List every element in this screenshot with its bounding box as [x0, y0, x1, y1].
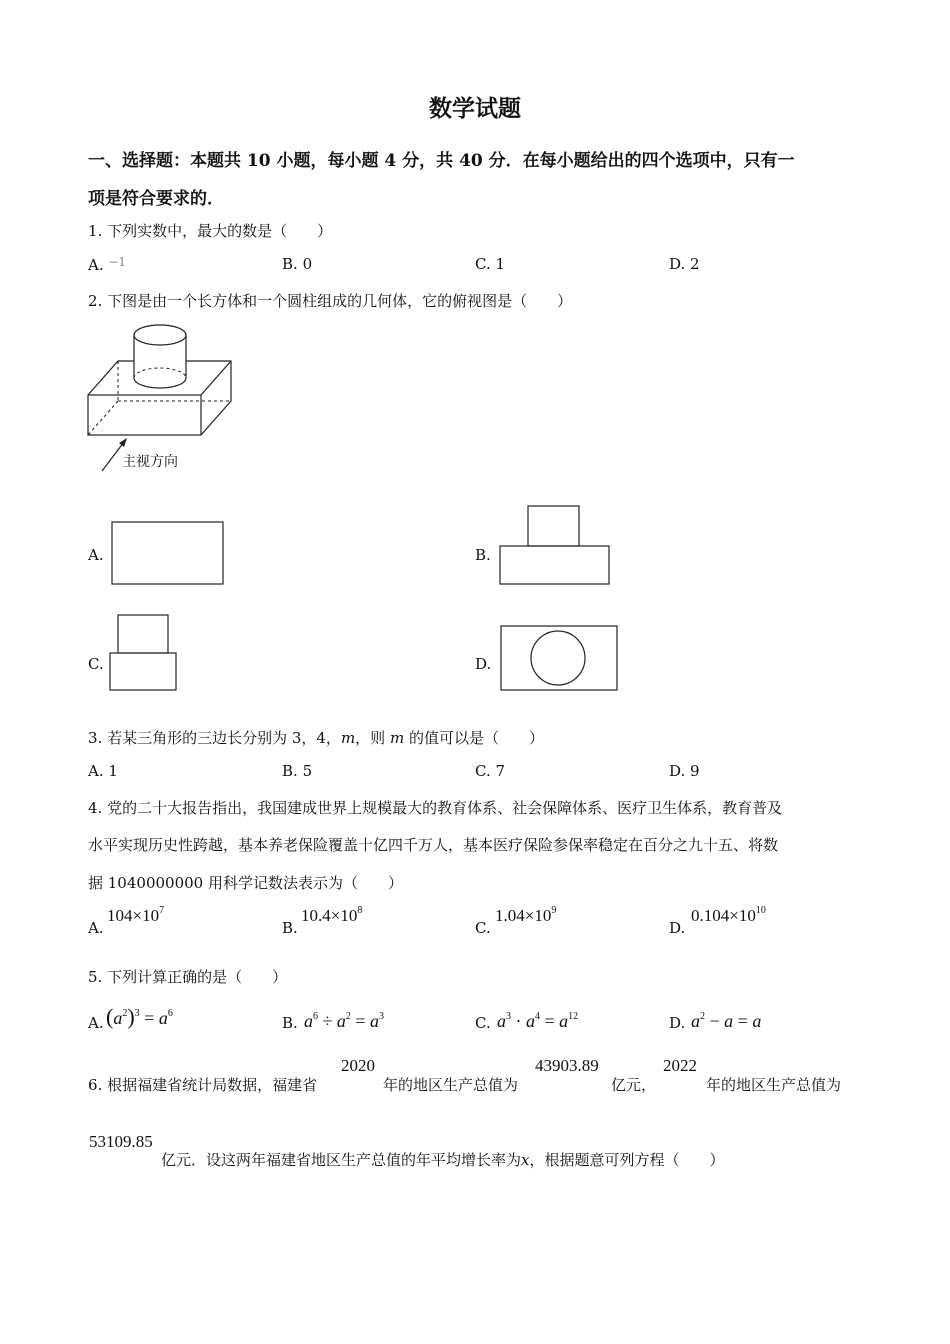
q4-option-c[interactable]: $1.04\times 10^9$	[495, 905, 557, 925]
q2-option-a-label: A.	[88, 546, 104, 564]
q3-option-b[interactable]: B. 5	[282, 762, 313, 780]
upper-rectangle-shape	[528, 506, 579, 546]
q1-option-b[interactable]	[282, 255, 312, 273]
upper-rectangle-shape	[118, 615, 168, 653]
arrow-head-icon	[119, 438, 127, 447]
section-header-line2: 项是符合要求的．	[88, 189, 224, 209]
q5-option-c[interactable]: $a^3 \cdot a^4 = a^{12}$	[497, 1011, 579, 1031]
cylinder-bottom-back	[134, 368, 186, 378]
q3-option-c[interactable]: C. 7	[475, 762, 506, 780]
question-4-line1: 4. 党的二十大报告指出，我国建成世界上规模最大的教育体系、社会保障体系、医疗卫生体系，教育普及	[88, 799, 783, 817]
q5-option-a[interactable]: $(a^2)^3 = a^6$	[106, 1004, 173, 1029]
option-letter: C.	[475, 255, 496, 273]
q4-option-a-letter: A.	[88, 919, 104, 937]
option-value: 2	[690, 255, 700, 273]
option-value: 1	[495, 255, 506, 273]
box-right-edges	[186, 361, 231, 435]
q2-option-c-label: C.	[88, 655, 104, 673]
option-letter: D.	[669, 255, 691, 273]
box-hidden-diagonal	[88, 401, 118, 435]
q5-option-c-letter: C.	[475, 1014, 491, 1032]
q6-value-2020: 43903.89	[535, 1056, 599, 1075]
q2-option-d-figure[interactable]	[499, 624, 619, 692]
lower-rectangle-shape	[500, 546, 609, 584]
question-6-pre: 6. 根据福建省统计局数据，福建省	[88, 1076, 318, 1094]
q4-option-b[interactable]: $10.4\times 10^8$	[301, 905, 363, 925]
q4-option-d[interactable]: $0.104\times 10^{10}$	[691, 905, 766, 925]
q6-mid2: 亿元，	[611, 1076, 657, 1094]
q2-option-b-figure[interactable]	[498, 505, 612, 587]
view-direction-label: 主视方向	[122, 454, 178, 470]
cylinder-bottom-front	[134, 378, 186, 388]
box-top-right-edge	[201, 361, 231, 395]
circle-shape	[531, 631, 585, 685]
q6-year-2020: 2020	[341, 1056, 375, 1075]
q5-option-d-letter: D.	[669, 1014, 686, 1032]
q4-option-d-letter: D.	[669, 919, 686, 937]
q5-option-a-letter: A.	[88, 1014, 104, 1032]
section-header-line1: 一、选择题：本题共 10 小题，每小题 4 分，共 40 分．在每小题给出的四个选项中，只有一	[88, 151, 795, 171]
view-direction-arrow	[102, 442, 124, 471]
q6-value-2022: 53109.85	[89, 1132, 153, 1151]
q5-option-b-letter: B.	[282, 1014, 298, 1032]
q6-mid1: 年的地区生产总值为	[383, 1076, 519, 1094]
option-letter: B.	[282, 255, 303, 273]
question-4-line2: 水平实现历史性跨越，基本养老保险覆盖十亿四千万人，基本医疗保险参保率稳定在百分之九十五、将数	[88, 836, 779, 854]
question-4-line3: 据 1040000000 用科学记数法表示为（ ）	[88, 874, 403, 892]
box-top-left-edge	[88, 361, 134, 395]
q5-option-d[interactable]: $a^2 - a = a$	[691, 1011, 762, 1031]
option-letter: A.	[88, 256, 109, 274]
q2-option-b-label: B.	[475, 546, 491, 564]
option-value: −1	[108, 255, 127, 269]
question-1-stem: 1. 下列实数中，最大的数是（ ）	[88, 222, 333, 240]
rectangle-shape	[501, 626, 617, 690]
q2-option-a-figure[interactable]	[110, 520, 226, 586]
q1-option-a[interactable]	[88, 255, 126, 274]
cylinder-top-ellipse	[134, 325, 186, 345]
page-title: 数学试题	[429, 95, 521, 122]
q2-option-d-label: D.	[475, 655, 492, 673]
option-value: 0	[302, 255, 313, 273]
q4-option-a[interactable]: $104\times 10^7$	[107, 905, 165, 925]
q1-option-c[interactable]	[475, 255, 505, 273]
q3-option-a[interactable]: A. 1	[88, 762, 118, 780]
q4-option-c-letter: C.	[475, 919, 491, 937]
q2-option-c-figure[interactable]	[108, 613, 178, 693]
question-2-stem: 2. 下图是由一个长方体和一个圆柱组成的几何体，它的俯视图是（ ）	[88, 292, 573, 310]
q1-option-d[interactable]	[669, 255, 700, 273]
question-3-stem: 3. 若某三角形的三边长分别为 3，4，m，则 m 的值可以是（ ）	[88, 729, 544, 747]
q4-option-b-letter: B.	[282, 919, 298, 937]
lower-rectangle-shape	[110, 653, 176, 690]
rectangle-shape	[112, 522, 223, 584]
q5-option-b[interactable]: $a^6 \div a^2 = a^3$	[304, 1011, 385, 1031]
q6-year-2022: 2022	[663, 1056, 697, 1075]
q6-line2: 亿元．设这两年福建省地区生产总值的年平均增长率为x，根据题意可列方程（ ）	[161, 1151, 725, 1169]
q6-mid3: 年的地区生产总值为	[706, 1076, 842, 1094]
q3-option-d[interactable]: D. 9	[669, 762, 700, 780]
question-5-stem: 5. 下列计算正确的是（ ）	[88, 968, 288, 986]
